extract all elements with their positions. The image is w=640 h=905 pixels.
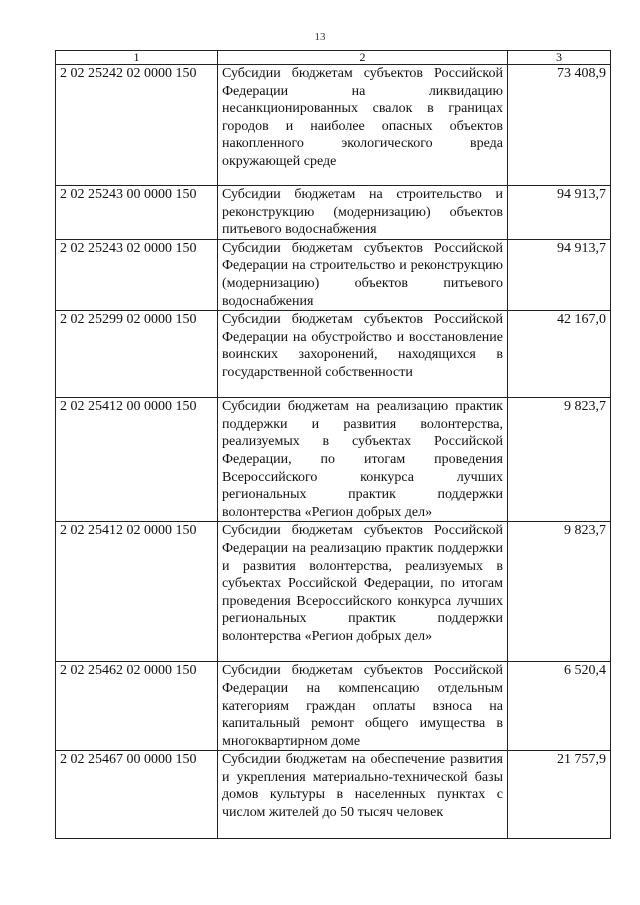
budget-code: 2 02 25299 02 0000 150 [56, 311, 218, 398]
budget-amount: 9 823,7 [508, 398, 611, 522]
budget-item-name: Субсидии бюджетам субъектов Российской Федерации на компенсацию отдельным категориям граждан оплаты взноса на капитальный ремонт общего имущества в многоквартирном доме [218, 662, 508, 751]
budget-amount: 94 913,7 [508, 186, 611, 240]
budget-code: 2 02 25412 02 0000 150 [56, 522, 218, 662]
budget-amount: 9 823,7 [508, 522, 611, 662]
table-row [56, 239, 611, 310]
budget-amount: 42 167,0 [508, 311, 611, 398]
budget-code: 2 02 25462 02 0000 150 [56, 662, 218, 751]
page-number: 13 [314, 31, 326, 43]
budget-code: 2 02 25243 00 0000 150 [56, 186, 218, 240]
table-row [56, 398, 611, 522]
budget-item-name: Субсидии бюджетам субъектов Российской Федерации на строительство и реконструкцию (модернизацию) объектов питьевого водоснабжения [218, 239, 508, 310]
table-row [56, 751, 611, 839]
table-row [56, 311, 611, 398]
column-header-amount: 3 [508, 51, 611, 65]
budget-amount: 6 520,4 [508, 662, 611, 751]
budget-item-name: Субсидии бюджетам субъектов Российской Федерации на реализацию практик поддержки и развития волонтерства, реализуемых в субъектах Российской Федерации, по итогам проведения Всероссийского конкурса лучших региональных практик поддержки волонтерства «Регион добрых дел» [218, 522, 508, 662]
budget-item-name: Субсидии бюджетам на реализацию практик поддержки и развития волонтерства, реализуемых в субъектах Российской Федерации, по итогам проведения Всероссийского конкурса лучших региональных практик поддержки волонтерства «Регион добрых дел» [218, 398, 508, 522]
budget-code: 2 02 25412 00 0000 150 [56, 398, 218, 522]
budget-item-name: Субсидии бюджетам на обеспечение развития и укрепления материально-технической базы домов культуры в населенных пунктах с числом жителей до 50 тысяч человек [218, 751, 508, 839]
column-header-name: 2 [218, 51, 508, 65]
budget-table [55, 50, 611, 839]
column-header-code: 1 [56, 51, 218, 65]
budget-code: 2 02 25242 02 0000 150 [56, 65, 218, 186]
header-row [56, 51, 611, 65]
table-row [56, 186, 611, 240]
budget-amount: 21 757,9 [508, 751, 611, 839]
table-row [56, 662, 611, 751]
table-row [56, 65, 611, 186]
budget-item-name: Субсидии бюджетам на строительство и реконструкцию (модернизацию) объектов питьевого водоснабжения [218, 186, 508, 240]
budget-item-name: Субсидии бюджетам субъектов Российской Федерации на ликвидацию несанкционированных свалок в границах городов и наиболее опасных объектов накопленного экологического вреда окружающей среде [218, 65, 508, 186]
budget-amount: 73 408,9 [508, 65, 611, 186]
table-row [56, 522, 611, 662]
budget-item-name: Субсидии бюджетам субъектов Российской Федерации на обустройство и восстановление воинских захоронений, находящихся в государственной собственности [218, 311, 508, 398]
budget-code: 2 02 25243 02 0000 150 [56, 239, 218, 310]
budget-code: 2 02 25467 00 0000 150 [56, 751, 218, 839]
budget-amount: 94 913,7 [508, 239, 611, 310]
